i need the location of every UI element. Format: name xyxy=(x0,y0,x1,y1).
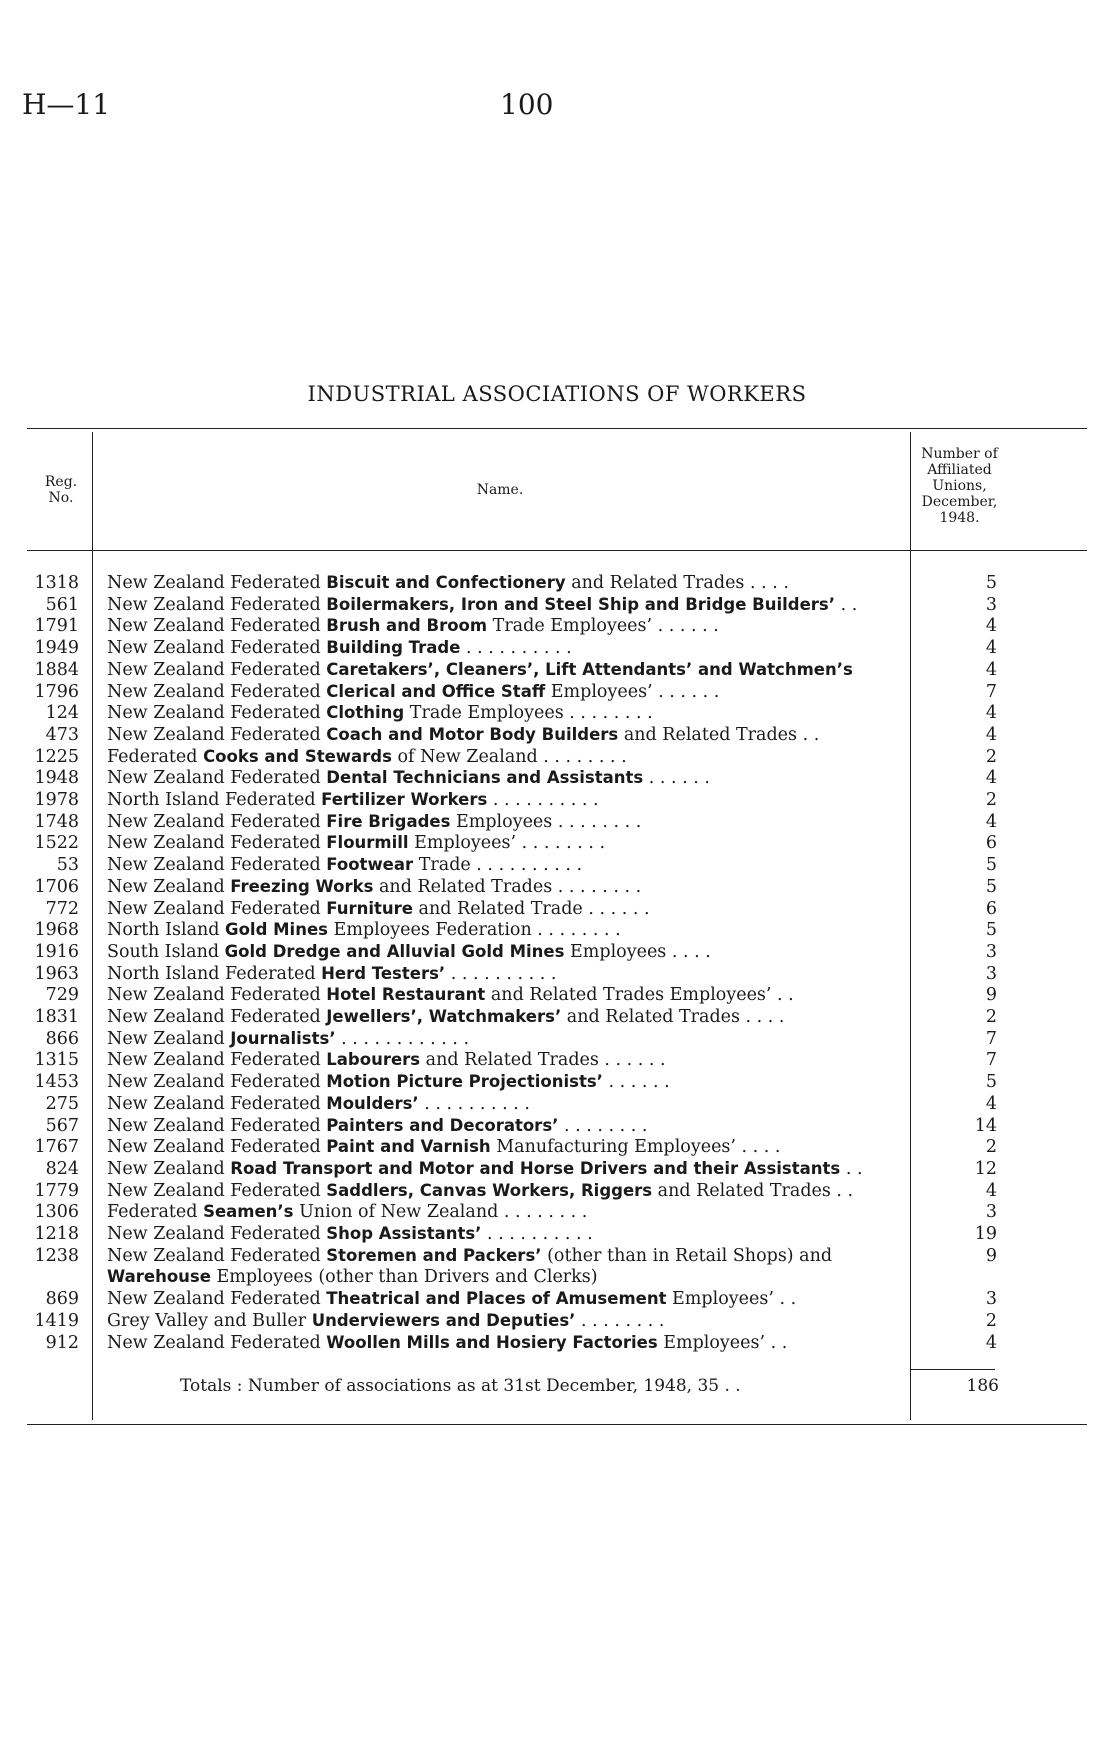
name-key-term: Boilermakers, Iron and Steel Ship and Bridge Builders’ xyxy=(326,594,836,614)
name-key-term: Gold Dredge and Alluvial Gold Mines xyxy=(224,941,565,961)
name-key-term: Labourers xyxy=(326,1050,421,1070)
name-prefix: New Zealand Federated xyxy=(107,1007,327,1027)
association-name xyxy=(107,1158,907,1180)
name-prefix: New Zealand Federated xyxy=(107,855,327,876)
association-name xyxy=(107,724,907,746)
association-name xyxy=(107,832,907,854)
totals-value: 186 xyxy=(966,1376,999,1396)
association-name xyxy=(107,919,907,941)
association-name xyxy=(107,1266,907,1288)
affiliated-unions-count: 3 xyxy=(985,1202,997,1223)
num-header-line2: Affiliated xyxy=(927,462,992,478)
name-key-term: Flourmill xyxy=(326,833,409,853)
name-prefix: Grey Valley and Buller xyxy=(107,1310,312,1331)
affiliated-unions-count: 5 xyxy=(985,876,997,897)
name-key-term: Journalists’ xyxy=(230,1028,336,1048)
affiliated-unions-count: 4 xyxy=(985,724,997,745)
reg-number: 1419 xyxy=(34,1310,79,1331)
table-row xyxy=(0,811,1114,833)
name-prefix: New Zealand Federated xyxy=(107,898,327,919)
association-name xyxy=(107,1245,907,1267)
name-suffix: . . . . . . . . . . xyxy=(460,638,572,659)
association-name xyxy=(107,1223,907,1245)
table-row xyxy=(0,1201,1114,1223)
table-row xyxy=(0,767,1114,789)
table-row xyxy=(0,594,1114,616)
name-key-term: Seamen’s xyxy=(203,1202,294,1222)
name-key-term: Shop Assistants’ xyxy=(326,1224,482,1243)
name-prefix: New Zealand Federated xyxy=(107,1224,327,1244)
reg-number: 275 xyxy=(45,1093,79,1114)
affiliated-unions-count: 5 xyxy=(985,855,997,876)
name-key-term: Jewellers’, Watchmakers’ xyxy=(326,1007,562,1026)
name-key-term: Gold Mines xyxy=(225,920,328,940)
association-name xyxy=(107,941,907,963)
name-suffix: Employees (other than Drivers and Clerks) xyxy=(210,1267,598,1288)
num-header-line5: 1948. xyxy=(939,510,980,526)
name-suffix: . . . . . . . . . . xyxy=(418,1093,530,1114)
affiliated-unions-count: 3 xyxy=(985,941,997,962)
name-suffix: Manufacturing Employees’ . . . . xyxy=(490,1137,781,1158)
reg-number: 1522 xyxy=(34,833,79,854)
name-suffix: . . xyxy=(840,1158,863,1179)
name-column-header: Name. xyxy=(476,482,524,498)
reg-header-line1: Reg. xyxy=(44,474,78,490)
association-name xyxy=(107,594,907,616)
affiliated-unions-count: 2 xyxy=(985,790,997,810)
reg-header-line2: No. xyxy=(48,490,74,506)
name-suffix: Employees . . . . xyxy=(564,941,711,962)
association-name xyxy=(107,1071,907,1093)
table-row xyxy=(0,681,1114,703)
association-name xyxy=(107,789,907,811)
name-key-term: Moulders’ xyxy=(326,1093,419,1113)
name-suffix: . . . . . . . . . . xyxy=(487,790,599,810)
table-row xyxy=(0,789,1114,811)
reg-number: 869 xyxy=(45,1289,79,1310)
association-name xyxy=(107,854,907,876)
name-key-term: Hotel Restaurant xyxy=(326,985,486,1005)
name-key-term: Road Transport and Motor and Horse Drivers and their Assistants xyxy=(230,1158,841,1178)
table-row xyxy=(0,1180,1114,1202)
name-key-term: Motion Picture Projectionists’ xyxy=(326,1072,603,1092)
reg-number: 824 xyxy=(45,1158,79,1179)
name-prefix: Federated xyxy=(107,1202,204,1223)
reg-number: 1306 xyxy=(34,1202,79,1223)
reg-number: 567 xyxy=(45,1115,79,1136)
affiliated-unions-count: 4 xyxy=(985,1180,997,1201)
name-suffix: . . . . . . xyxy=(602,1072,670,1093)
num-header-line1: Number of xyxy=(921,446,998,462)
page-number: 100 xyxy=(500,88,554,121)
name-suffix: . . . . . . . . . . xyxy=(481,1224,593,1244)
name-suffix: Employees’ . . xyxy=(666,1289,797,1310)
name-key-term: Herd Testers’ xyxy=(321,963,446,983)
affiliated-unions-count: 19 xyxy=(974,1224,997,1244)
affiliated-unions-count: 5 xyxy=(985,1072,997,1093)
reg-number: 1916 xyxy=(34,941,79,962)
table-row xyxy=(0,615,1114,637)
reg-number: 473 xyxy=(45,724,79,745)
reg-number: 1706 xyxy=(34,876,79,897)
name-suffix: . . xyxy=(835,594,858,615)
name-suffix: Trade Employees . . . . . . . . xyxy=(404,703,653,724)
name-prefix: New Zealand Federated xyxy=(107,985,327,1006)
reg-number: 866 xyxy=(45,1028,79,1049)
name-key-term: Biscuit and Confectionery xyxy=(326,573,566,592)
reg-number: 1968 xyxy=(34,920,79,941)
reg-number: 53 xyxy=(56,855,79,876)
table-row xyxy=(0,724,1114,746)
page-title: INDUSTRIAL ASSOCIATIONS OF WORKERS xyxy=(307,382,807,406)
name-prefix: New Zealand Federated xyxy=(107,594,327,615)
name-key-term: Footwear xyxy=(326,855,414,875)
name-key-term: Building Trade xyxy=(326,638,461,658)
name-suffix: of New Zealand . . . . . . . . xyxy=(391,746,627,767)
association-name xyxy=(107,637,907,659)
affiliated-unions-count: 5 xyxy=(985,573,997,593)
table-row xyxy=(0,1115,1114,1137)
name-prefix: New Zealand xyxy=(107,1158,231,1179)
table-row xyxy=(0,941,1114,963)
name-key-term: Underviewers and Deputies’ xyxy=(311,1310,576,1330)
name-key-term: Saddlers, Canvas Workers, Riggers xyxy=(326,1180,653,1200)
name-key-term: Caretakers’, Cleaners’, Lift Attendants’ and Watchmen’s xyxy=(326,659,853,679)
name-suffix: . . . . . . . . xyxy=(575,1310,665,1331)
table-row xyxy=(0,984,1114,1006)
name-suffix: and Related Trades Employees’ . . xyxy=(485,985,794,1006)
association-name xyxy=(107,1006,907,1028)
table-row xyxy=(0,1158,1114,1180)
affiliated-unions-count: 3 xyxy=(985,594,997,615)
name-suffix: Trade . . . . . . . . . . xyxy=(413,855,583,876)
affiliated-unions-count: 2 xyxy=(985,1310,997,1331)
affiliated-unions-count: 12 xyxy=(974,1158,997,1179)
affiliated-unions-count: 9 xyxy=(985,1245,997,1266)
affiliated-unions-count: 4 xyxy=(985,703,997,724)
name-key-term: Fire Brigades xyxy=(326,811,451,831)
reg-number: 1831 xyxy=(34,1007,79,1027)
reg-number: 1767 xyxy=(34,1137,79,1158)
association-name xyxy=(107,811,907,833)
table-row xyxy=(0,1332,1114,1354)
affiliated-unions-count: 7 xyxy=(985,1028,997,1049)
table-row xyxy=(0,1245,1114,1267)
name-prefix: New Zealand Federated xyxy=(107,659,327,680)
name-prefix: New Zealand Federated xyxy=(107,638,327,659)
name-suffix: Employees Federation . . . . . . . . xyxy=(327,920,621,941)
reg-number: 772 xyxy=(45,898,79,919)
affiliated-unions-count: 6 xyxy=(985,833,997,854)
reg-number: 729 xyxy=(45,985,79,1006)
reg-number: 1225 xyxy=(34,746,79,767)
reg-number: 1791 xyxy=(34,616,79,637)
name-suffix: and Related Trades . . . . xyxy=(561,1007,785,1027)
name-suffix: and Related Trades . . xyxy=(618,724,820,745)
affiliated-unions-count: 3 xyxy=(985,963,997,984)
affiliated-unions-count: 6 xyxy=(985,898,997,919)
section-code: H—11 xyxy=(22,88,111,121)
reg-number: 561 xyxy=(45,594,79,615)
association-name xyxy=(107,1180,907,1202)
name-suffix: and Related Trades . . . . . . . . xyxy=(373,876,642,897)
totals-rule xyxy=(910,1369,995,1370)
number-column-header xyxy=(912,446,1007,526)
table-bottom-rule xyxy=(27,1424,1087,1425)
name-prefix: New Zealand Federated xyxy=(107,703,327,724)
reg-number: 1315 xyxy=(34,1050,79,1071)
name-key-term: Clothing xyxy=(326,703,405,723)
reg-number: 1796 xyxy=(34,681,79,702)
name-key-term: Paint and Varnish xyxy=(326,1137,491,1157)
association-name xyxy=(107,963,907,985)
name-prefix: New Zealand Federated xyxy=(107,768,327,789)
name-prefix: New Zealand Federated xyxy=(107,833,327,854)
table-row xyxy=(0,854,1114,876)
num-header-line4: December, xyxy=(921,494,998,510)
association-name xyxy=(107,1093,907,1115)
name-key-term: Woollen Mills and Hosiery Factories xyxy=(326,1332,658,1352)
table-row xyxy=(0,1093,1114,1115)
table-row xyxy=(0,1266,1114,1288)
affiliated-unions-count: 4 xyxy=(985,768,997,789)
reg-number: 1949 xyxy=(34,638,79,659)
name-prefix: Federated xyxy=(107,746,204,767)
affiliated-unions-count: 14 xyxy=(974,1115,997,1136)
name-suffix: Employees . . . . . . . . xyxy=(450,811,642,832)
table-row xyxy=(0,1310,1114,1332)
reg-number: 912 xyxy=(45,1332,79,1353)
name-suffix: Trade Employees’ . . . . . . xyxy=(487,616,719,637)
reg-number: 1779 xyxy=(34,1180,79,1201)
reg-number: 1884 xyxy=(34,659,79,680)
table-row xyxy=(0,1028,1114,1050)
name-key-term: Clerical and Office Staff xyxy=(326,681,546,701)
association-name xyxy=(107,1136,907,1158)
table-top-rule xyxy=(27,428,1087,429)
association-name xyxy=(107,1201,907,1223)
reg-number: 1748 xyxy=(34,811,79,832)
name-prefix: North Island Federated xyxy=(107,790,322,810)
name-key-term: Painters and Decorators’ xyxy=(326,1115,559,1135)
affiliated-unions-count: 4 xyxy=(985,616,997,637)
table-row xyxy=(0,702,1114,724)
table-row xyxy=(0,832,1114,854)
name-key-term: Cooks and Stewards xyxy=(203,746,392,766)
affiliated-unions-count: 2 xyxy=(985,1137,997,1158)
name-prefix: New Zealand Federated xyxy=(107,1332,327,1353)
name-prefix: New Zealand Federated xyxy=(107,616,327,637)
name-prefix: New Zealand Federated xyxy=(107,573,327,593)
name-prefix: North Island Federated xyxy=(107,963,322,984)
name-prefix: South Island xyxy=(107,941,225,962)
name-prefix: New Zealand Federated xyxy=(107,1245,327,1266)
name-suffix: Employees’ . . xyxy=(657,1332,788,1353)
association-name xyxy=(107,1332,907,1354)
table-row xyxy=(0,1071,1114,1093)
num-header-line3: Unions, xyxy=(932,478,987,494)
association-name xyxy=(107,681,907,703)
table-row xyxy=(0,1288,1114,1310)
reg-number: 1453 xyxy=(34,1072,79,1093)
name-prefix: New Zealand Federated xyxy=(107,1093,327,1114)
name-suffix: and Related Trades . . . . xyxy=(565,573,789,593)
affiliated-unions-count: 7 xyxy=(985,681,997,702)
name-key-term: Brush and Broom xyxy=(326,616,488,636)
association-name xyxy=(107,746,907,768)
association-name xyxy=(107,1049,907,1071)
affiliated-unions-count: 2 xyxy=(985,746,997,767)
name-key-term: Furniture xyxy=(326,898,413,918)
header-bottom-rule xyxy=(27,550,1087,551)
table-row xyxy=(0,876,1114,898)
name-suffix: Employees’ . . . . . . . . xyxy=(408,833,606,854)
table-row xyxy=(0,963,1114,985)
name-key-term: Theatrical and Places of Amusement xyxy=(326,1289,667,1309)
table-row xyxy=(0,1006,1114,1028)
name-prefix: New Zealand xyxy=(107,876,231,897)
name-prefix: New Zealand Federated xyxy=(107,1137,327,1158)
affiliated-unions-count: 4 xyxy=(985,659,997,680)
association-name xyxy=(107,767,907,789)
affiliated-unions-count: 9 xyxy=(985,985,997,1006)
association-name xyxy=(107,572,907,594)
reg-number: 1318 xyxy=(34,573,79,593)
name-key-term: Fertilizer Workers xyxy=(321,790,488,809)
name-prefix: New Zealand Federated xyxy=(107,681,327,702)
name-key-term: Coach and Motor Body Builders xyxy=(326,724,619,744)
name-prefix: New Zealand Federated xyxy=(107,1072,327,1093)
association-name xyxy=(107,1028,907,1050)
reg-number: 1218 xyxy=(34,1224,79,1244)
association-name xyxy=(107,1288,907,1310)
association-name xyxy=(107,1310,907,1332)
name-suffix: . . . . . . . . xyxy=(558,1115,648,1136)
affiliated-unions-count: 2 xyxy=(985,1007,997,1027)
name-suffix: and Related Trades . . . . . . xyxy=(420,1050,666,1071)
reg-number: 1238 xyxy=(34,1245,79,1266)
affiliated-unions-count: 4 xyxy=(985,811,997,832)
name-prefix: New Zealand xyxy=(107,1028,231,1049)
affiliated-unions-count: 4 xyxy=(985,1093,997,1114)
name-prefix: New Zealand Federated xyxy=(107,724,327,745)
reg-number: 1963 xyxy=(34,963,79,984)
association-name xyxy=(107,659,907,681)
association-name xyxy=(107,1115,907,1137)
name-suffix: and Related Trades . . xyxy=(652,1180,854,1201)
reg-number: 1978 xyxy=(34,790,79,810)
affiliated-unions-count: 5 xyxy=(985,920,997,941)
name-suffix: Employees’ . . . . . . xyxy=(545,681,720,702)
name-prefix: New Zealand Federated xyxy=(107,1289,327,1310)
table-row xyxy=(0,637,1114,659)
name-prefix: New Zealand Federated xyxy=(107,1115,327,1136)
name-key-term: Warehouse xyxy=(107,1267,211,1287)
name-prefix: New Zealand Federated xyxy=(107,811,327,832)
name-suffix: . . . . . . . . . . xyxy=(445,963,557,984)
association-name xyxy=(107,984,907,1006)
association-name xyxy=(107,876,907,898)
association-name xyxy=(107,615,907,637)
name-prefix: New Zealand Federated xyxy=(107,1050,327,1071)
association-name xyxy=(107,898,907,920)
name-prefix: New Zealand Federated xyxy=(107,1180,327,1201)
name-suffix: . . . . . . . . . . . . xyxy=(335,1028,470,1049)
table-row xyxy=(0,898,1114,920)
affiliated-unions-count: 4 xyxy=(985,638,997,659)
reg-number: 124 xyxy=(45,703,79,724)
name-suffix: . . . . . . xyxy=(643,768,710,789)
name-prefix: North Island xyxy=(107,920,226,941)
association-name xyxy=(107,702,907,724)
reg-number: 1948 xyxy=(34,768,79,789)
affiliated-unions-count: 7 xyxy=(985,1050,997,1071)
table-row xyxy=(0,746,1114,768)
table-row xyxy=(0,1136,1114,1158)
name-suffix: Union of New Zealand . . . . . . . . xyxy=(293,1202,588,1223)
affiliated-unions-count: 3 xyxy=(985,1289,997,1310)
totals-label: Totals : Number of associations as at 31st December, 1948, 35 . . xyxy=(180,1376,741,1396)
table-row xyxy=(0,1223,1114,1245)
table-row xyxy=(0,659,1114,681)
table-row xyxy=(0,572,1114,594)
reg-column-header xyxy=(36,474,86,506)
name-key-term: Storemen and Packers’ xyxy=(326,1245,542,1265)
affiliated-unions-count: 4 xyxy=(985,1332,997,1353)
name-key-term: Freezing Works xyxy=(230,876,374,896)
table-row xyxy=(0,1049,1114,1071)
name-suffix: (other than in Retail Shops) and xyxy=(541,1245,833,1266)
name-suffix: and Related Trade . . . . . . xyxy=(412,898,650,919)
name-key-term: Dental Technicians and Assistants xyxy=(326,768,644,788)
table-row xyxy=(0,919,1114,941)
